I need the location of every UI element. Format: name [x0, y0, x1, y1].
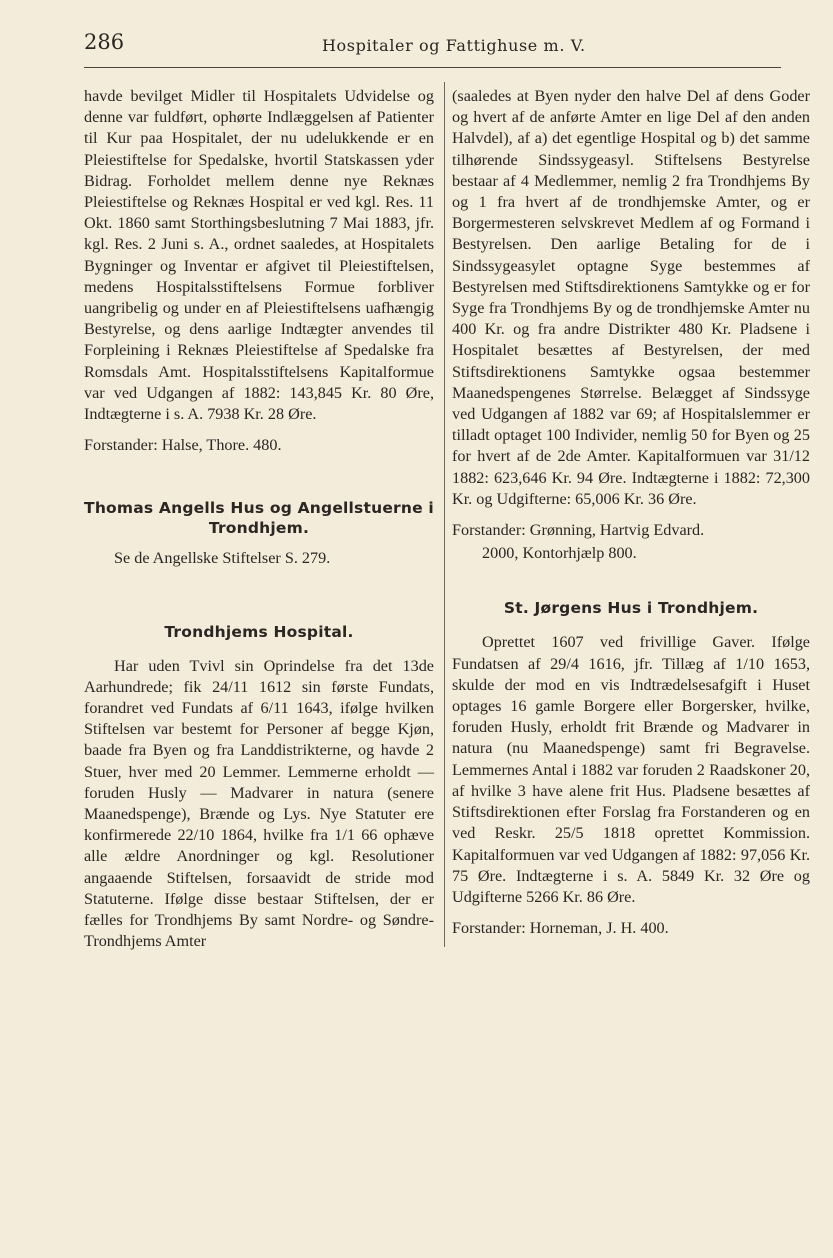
forstander-gronning-salary: 2000, Kontorhjælp 800. [482, 544, 637, 563]
right-column [452, 86, 810, 939]
forstander-horneman: Forstander: Horneman, J. H. 400. [452, 919, 669, 938]
trondhjem-continuation-paragraph: (saaledes at Byen nyder den halve Del af dens Goder og hvert af de anførte Amter en lige Del af den anden Halvdel), af a) det egentlige Hospital og b) det samme tilhørende Sindssygeasyl. Stiftelsens Bestyrelse bestaar af 4 Medlemmer, nemlig 2 fra Trondhjems By og 1 fra hvert af de trondhjemske Amter, og er Borgermesteren selvskrevet Medlem af og Formand i Bestyrelsen. Den aarlige Betaling for de i Sindssygeasylet optagne Syge bestemmes af Bestyrelsen med Stiftsdirektionens Samtykke og er for Syge fra Trondhjems By og de trondhjemske Amter nu 400 Kr. og fra andre Distrikter 480 Kr. Pladsene i Hospitalet besættes af Bestyrelsen, der med Stiftsdirektionens Samtykke ogsaa bestemmer Maanedspengenes Størrelse. Belægget af Sindssyge ved Udgangen af 1882 var 69; af Hospitalslemmer er tilladt optaget 100 Individer, nemlig 50 for Byen og 25 for hvert af de 2de Amter. Kapitalformuen var 31/12 1882: 623,646 Kr. 94 Øre. Indtægterne i 1882: 72,300 Kr. og Udgifterne: 65,006 Kr. 36 Øre. [452, 87, 810, 508]
trondhjem-hospital-heading: Trondhjems Hospital. [164, 622, 354, 641]
reknaes-paragraph: havde bevilget Midler til Hospitalets Udvidelse og denne var fuldført, ophørte Indlæggelsen af Patienter til Kur paa Hospitalet, der nu udelukkende er en Pleiestiftelse for Spedalske, hvortil Statskassen yder Bidrag. Forholdet mellem denne nye Reknæs Pleiestiftelse og Reknæs Hospital er ved kgl. Res. 11 Okt. 1860 samt Storthingsbeslutning 7 Mai 1883, jfr. kgl. Res. 2 Juni s. A., ordnet saaledes, at Hospitalets Bygninger og Inventar er afgivet til Pleiestiftelsen, medens Hospitalsstiftelsens Formue forbliver uangribelig og under en af Pleiestiftelsens uafhængig Bestyrelse, og dens aarlige Indtægter anvendes til Forpleining i Reknæs Pleiestiftelse af Spedalske fra Romsdals Amt. Hospitalsstiftelsens Kapitalformue var ved Udgangen af 1882: 143,845 Kr. 80 Øre, Indtægterne i s. A. 7938 Kr. 28 Øre. [84, 87, 434, 424]
trondhjem-hospital-paragraph: Har uden Tvivl sin Oprindelse fra det 13de Aarhundrede; fik 24/11 1612 sin første Fundats, forandret ved Fundats af 6/11 1643, ifølge hvilken Stiftelsen var bestemt for Personer af begge Kjøn, baade fra Byen og fra Landdistrikterne, og havde 2 Stuer, hver med 20 Lemmer. Lemmerne erholdt — foruden Husly — Madvarer in natura (senere Maanedspenge), Brænde og Lys. Nye Statuter ere konfirmerede 22/10 1864, hvilke fra 1/1 66 ophæve alle ældre Anordninger og kgl. Resolutioner angaaende Stiftelsen, forsaavidt de stride mod Statuterne. Ifølge disse bestaar Stiftelsen, der er fælles for Trondhjems By samt Nordre- og Søndre-Trondhjems Amter [84, 656, 434, 951]
column-divider [444, 82, 445, 947]
forstander-gronning: Forstander: Grønning, Hartvig Edvard. [452, 521, 705, 540]
page-number: 286 [84, 30, 125, 54]
left-column [84, 86, 434, 953]
angell-see-reference: Se de Angellske Stiftelser S. 279. [114, 549, 331, 568]
forstander-halse: Forstander: Halse, Thore. 480. [84, 436, 282, 455]
angell-heading-line1: Thomas Angells Hus og Angellstuerne i [84, 499, 434, 518]
header-rule [84, 67, 781, 68]
angell-heading-line2: Trondhjem. [208, 519, 310, 538]
st-joergens-paragraph: Oprettet 1607 ved frivillige Gaver. Ifølge Fundatsen af 29/4 1616, jfr. Tillæg af 1/10 1653, skulde der mod en vis Indtrædelsesafgift i Huset optages 16 gamle Borgere eller Borgersker, hvilke, foruden Husly, erholdt frit Brænde og Madvarer in natura (nu Maanedspenge) samt fri Begravelse. Lemmernes Antal i 1882 var foruden 2 Raadskoner 20, af hvilke 3 have alene frit Hus. Pladsene besættes af Stiftsdirektionen efter Forslag fra Forstanderen og en ved Reskr. 25/5 1818 oprettet Kommission. Kapitalformuen var ved Udgangen af 1882: 97,056 Kr. 75 Øre. Indtægterne i s. A. 5849 Kr. 32 Øre og Udgifterne 5266 Kr. 86 Øre. [452, 633, 810, 906]
running-title: Hospitaler og Fattighuse m. V. [322, 36, 586, 55]
st-joergens-heading: St. Jørgens Hus i Trondhjem. [503, 599, 759, 618]
angell-heading [84, 498, 434, 538]
